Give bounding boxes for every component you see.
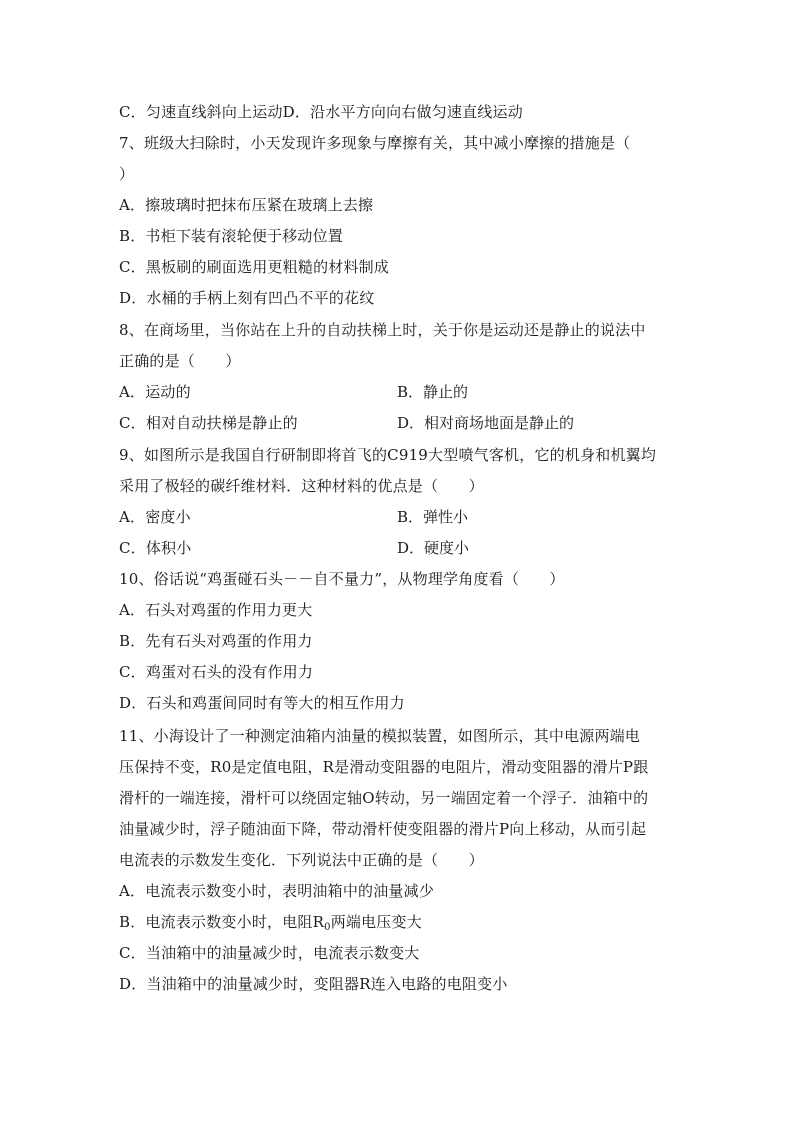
q10-option-d: D．石头和鸡蛋间同时有等大的相互作用力	[119, 694, 405, 712]
q7-option-b: B．书柜下装有滚轮便于移动位置	[119, 227, 344, 245]
q7-option-c: C．黑板刷的刷面选用更粗糙的材料制成	[119, 258, 390, 276]
q9-option-b: B．弹性小	[397, 508, 469, 526]
q9-option-a: A．密度小	[119, 508, 191, 526]
q11-stem-line3: 滑杆的一端连接，滑杆可以绕固定轴O转动，另一端固定着一个浮子．油箱中的	[119, 789, 649, 807]
q10-stem: 10、俗话说“鸡蛋碰石头－－自不量力”，从物理学角度看（ ）	[119, 570, 565, 588]
q11-option-b-subscript: 0	[324, 922, 331, 933]
q8-option-d: D．相对商场地面是静止的	[397, 414, 575, 432]
q10-option-a: A．石头对鸡蛋的作用力更大	[119, 601, 313, 619]
q8-option-a: A．运动的	[119, 383, 191, 401]
q11-stem-line4: 油量减少时，浮子随油面下降，带动滑杆使变阻器的滑片P向上移动，从而引起	[119, 820, 647, 838]
q7-stem-line2: ）	[119, 165, 135, 183]
q11-option-b-pre: B．电流表示数变小时，电阻R	[119, 913, 325, 931]
q8-option-b: B．静止的	[397, 383, 469, 401]
q7-stem-line1: 7、班级大扫除时，小天发现许多现象与摩擦有关，其中减小摩擦的措施是（	[119, 134, 631, 152]
q11-option-c: C．当油箱中的油量减少时，电流表示数变大	[119, 944, 420, 962]
q11-stem-line2: 压保持不变，R0是定值电阻，R是滑动变阻器的电阻片，滑动变阻器的滑片P跟	[119, 758, 649, 776]
q11-stem-line1: 11、小海设计了一种测定油箱内油量的模拟装置，如图所示，其中电源两端电	[119, 727, 641, 745]
q7-option-d: D．水桶的手柄上刻有凹凸不平的花纹	[119, 289, 375, 307]
q9-option-d: D．硬度小	[397, 539, 470, 557]
q11-option-d: D．当油箱中的油量减少时，变阻器R连入电路的电阻变小	[119, 975, 508, 993]
q8-option-c: C．相对自动扶梯是静止的	[119, 414, 298, 432]
q11-stem-line5: 电流表的示数发生变化．下列说法中正确的是（ ）	[119, 851, 484, 869]
q9-option-c: C．体积小	[119, 539, 192, 557]
q8-stem-line2: 正确的是（ ）	[119, 352, 241, 370]
q9-stem-line2: 采用了极轻的碳纤维材料．这种材料的优点是（ ）	[119, 477, 484, 495]
q11-option-a: A．电流表示数变小时，表明油箱中的油量减少	[119, 882, 435, 900]
q6-option-c: C．匀速直线斜向上运动D．沿水平方向向右做匀速直线运动	[119, 103, 523, 121]
q10-option-b: B．先有石头对鸡蛋的作用力	[119, 632, 313, 650]
q9-stem-line1: 9、如图所示是我国自行研制即将首飞的C919大型喷气客机，它的机身和机翼均	[119, 446, 657, 464]
q7-option-a: A．擦玻璃时把抹布压紧在玻璃上去擦	[119, 196, 374, 214]
q11-option-b-post: 两端电压变大	[330, 913, 422, 931]
q8-stem-line1: 8、在商场里，当你站在上升的自动扶梯上时，关于你是运动还是静止的说法中	[119, 321, 646, 339]
q11-option-b	[119, 912, 422, 932]
q10-option-c: C．鸡蛋对石头的没有作用力	[119, 663, 314, 681]
